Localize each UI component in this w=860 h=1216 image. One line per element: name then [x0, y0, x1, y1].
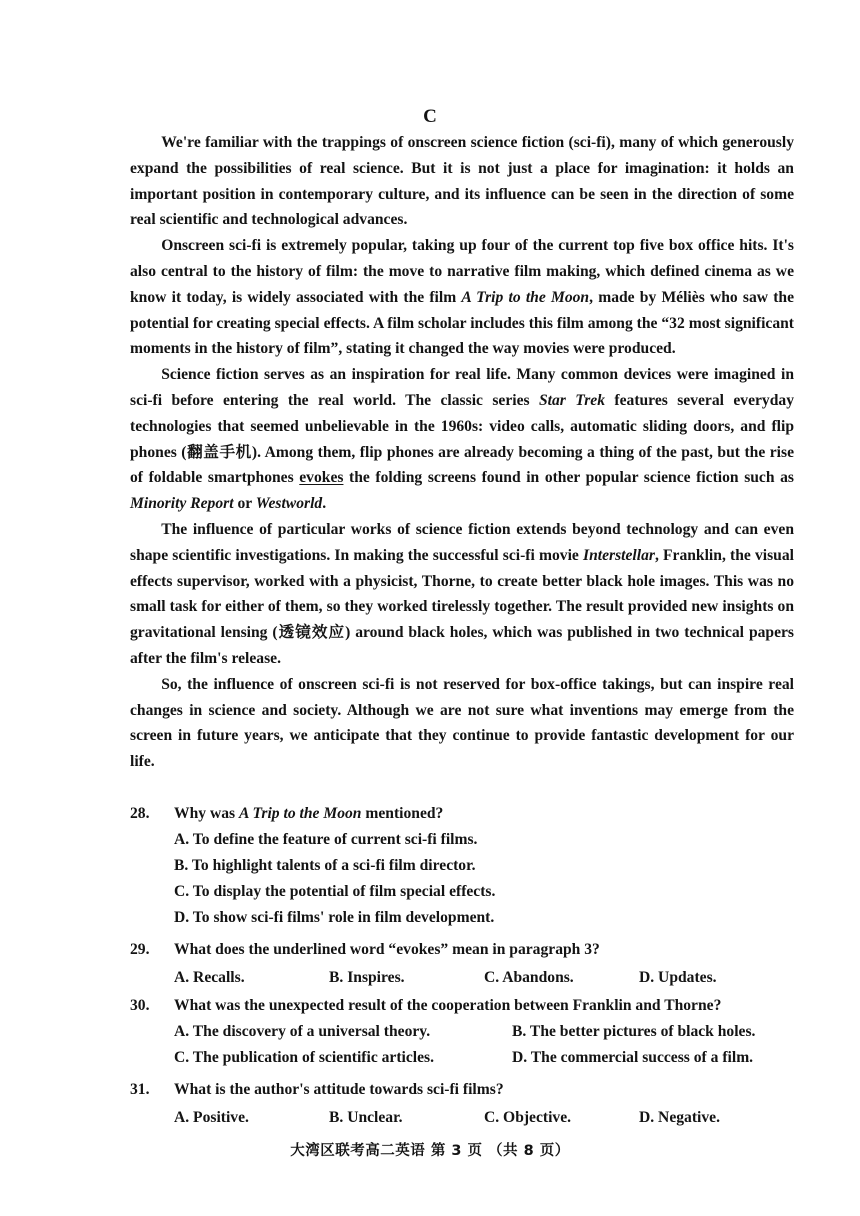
question-28	[130, 801, 794, 931]
question-28-option-c[interactable]: C. To display the potential of film special effects.	[174, 883, 496, 900]
question-29-option-c[interactable]: C. Abandons.	[484, 969, 574, 986]
question-30-option-b[interactable]: B. The better pictures of black holes.	[512, 1023, 756, 1040]
film-title-minority-report: Minority Report	[130, 495, 234, 513]
question-31-option-d[interactable]: D. Negative.	[639, 1109, 720, 1126]
question-28-option-d[interactable]: D. To show sci-fi films' role in film development.	[174, 909, 495, 926]
question-28-option-b[interactable]: B. To highlight talents of a sci-fi film director.	[174, 857, 476, 874]
question-30-text: What was the unexpected result of the cooperation between Franklin and Thorne?	[174, 997, 722, 1014]
underlined-word-evokes: evokes	[299, 469, 344, 487]
question-28-option-a[interactable]: A. To define the feature of current sci-fi films.	[174, 831, 478, 848]
question-31-option-b[interactable]: B. Unclear.	[329, 1109, 403, 1126]
question-31-number: 31.	[130, 1081, 150, 1098]
question-28-text-b: mentioned?	[361, 805, 444, 822]
question-29-options	[130, 965, 794, 991]
question-31-option-c[interactable]: C. Objective.	[484, 1109, 572, 1126]
paragraph-3-text-c: the folding screens found in other popular science fiction such as	[343, 469, 794, 487]
paragraph-2-text-b: , made by Méliès who saw the potential for creating special effects. A film scholar includes this film among the “32 most significant moments in the history of film”, stating it changed the way movies were produced.	[130, 288, 795, 358]
film-title-a-trip-to-the-moon: A Trip to the Moon	[461, 288, 590, 306]
paragraph-4-text-a: The influence of particular works of science fiction extends beyond technology and can even shape scientific investigations. In making the successful sci-fi movie	[130, 520, 794, 564]
paragraph-4	[130, 517, 794, 672]
question-29-text: What does the underlined word “evokes” mean in paragraph 3?	[174, 941, 600, 958]
question-31	[130, 1077, 794, 1131]
paragraph-2-text-a: Onscreen sci-fi is extremely popular, taking up four of the current top five box office hits. It's also central to the history of film: the move to narrative film making, which defined cinema as we know it today, is widely associated with the film	[130, 237, 794, 306]
question-29-option-a[interactable]: A. Recalls.	[174, 969, 245, 986]
paragraph-3-text-b: features several everyday technologies that seemed unbelievable in the 1960s: video calls, automatic sliding doors, and flip phones (翻盖手机). Among them, flip phones are already becoming a thing of the past, but the rise of foldable smartphones	[130, 391, 794, 487]
paragraph-3-text-e: .	[322, 495, 327, 513]
paragraph-3-text-a: Science fiction serves as an inspiration for real life. Many common devices were imagined in sci-fi before entering the real world. The classic series	[130, 366, 794, 409]
question-30-option-a[interactable]: A. The discovery of a universal theory.	[174, 1023, 431, 1040]
paragraph-5-text: So, the influence of onscreen sci-fi is not reserved for box-office takings, but can inspire real changes in science and society. Although we are not sure what inventions may emerge from the screen in future years, we anticipate that they continue to provide fantastic development for our life.	[130, 675, 794, 771]
question-29-number: 29.	[130, 941, 150, 958]
question-31-option-a[interactable]: A. Positive.	[174, 1109, 249, 1126]
question-30-option-c[interactable]: C. The publication of scientific articles.	[174, 1049, 435, 1066]
paragraph-4-text-b: , Franklin, the visual effects supervisor, worked with a physicist, Thorne, to create better black hole images. This was no small task for either of them, so they worked tirelessly together. The result provided new insights on gravitational lensing (透镜效应) around black holes, which was published in two technical papers after the film's release.	[130, 546, 794, 667]
series-title-star-trek: Star Trek	[538, 391, 605, 409]
paragraph-1	[130, 130, 794, 233]
paragraph-5	[130, 672, 794, 775]
question-29-stem	[130, 937, 794, 963]
film-title-interstellar: Interstellar	[583, 546, 655, 564]
question-31-options	[130, 1105, 794, 1131]
question-28-text-a: Why was	[174, 805, 239, 822]
question-30-stem	[130, 993, 794, 1019]
question-28-film-title: A Trip to the Moon	[239, 805, 362, 822]
question-30	[130, 993, 794, 1071]
question-29	[130, 937, 794, 991]
question-31-text: What is the author's attitude towards sci-fi films?	[174, 1081, 504, 1098]
question-30-options	[130, 1019, 794, 1071]
question-28-stem	[130, 801, 794, 827]
paragraph-3-text-d: or	[233, 495, 256, 513]
reading-passage	[130, 130, 794, 775]
question-30-option-d[interactable]: D. The commercial success of a film.	[512, 1049, 754, 1066]
paragraph-2	[130, 233, 794, 362]
question-29-option-d[interactable]: D. Updates.	[639, 969, 717, 986]
paragraph-1-text: We're familiar with the trappings of onscreen science fiction (sci-fi), many of which generously expand the possibilities of real science. But it is not just a place for imagination: it holds an important position in contemporary culture, and its influence can be seen in the direction of some real scientific and technological advances.	[130, 134, 794, 229]
section-letter: C	[423, 106, 437, 127]
questions	[130, 801, 794, 1131]
page-footer: 大湾区联考高二英语 第 3 页 （共 8 页）	[290, 1143, 570, 1159]
paragraph-3	[130, 362, 794, 517]
question-31-stem	[130, 1077, 794, 1103]
question-30-number: 30.	[130, 997, 150, 1014]
series-title-westworld: Westworld	[255, 495, 323, 513]
question-28-options	[130, 827, 794, 931]
question-28-text	[174, 801, 443, 827]
question-29-option-b[interactable]: B. Inspires.	[329, 969, 405, 986]
question-28-number: 28.	[130, 805, 150, 822]
